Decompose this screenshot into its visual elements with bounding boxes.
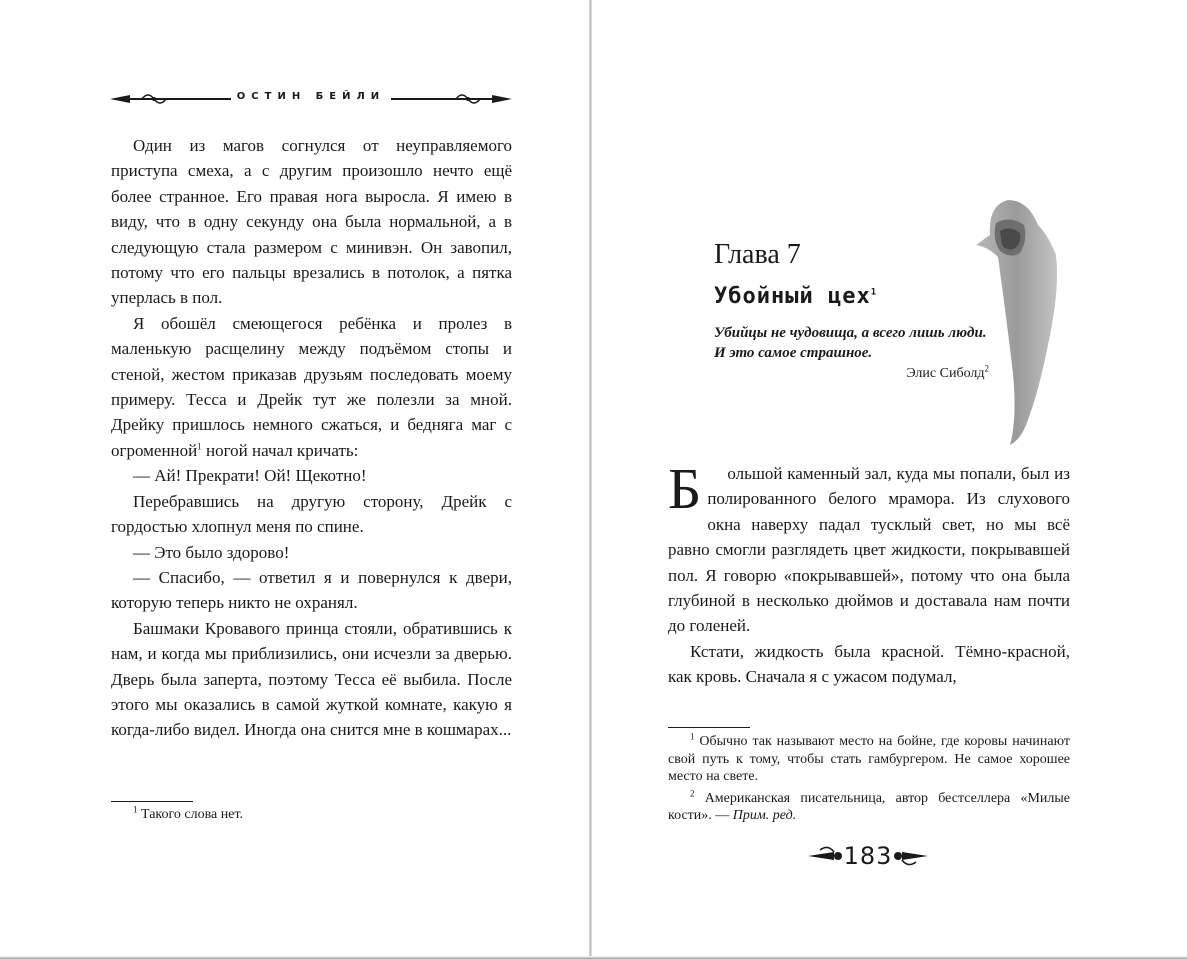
paragraph: — Это было здорово! bbox=[133, 542, 290, 562]
right-body-text bbox=[668, 456, 1070, 690]
drop-cap: Б bbox=[668, 456, 702, 521]
page-number-block bbox=[808, 840, 928, 872]
paragraph: — Ай! Прекрати! Ой! Щекотно! bbox=[133, 466, 367, 486]
paragraph: — Спасибо, — ответил я и повернулся к двери, которую теперь никто не охранял. bbox=[111, 567, 512, 613]
footnote: $^1$ Обычно так называют место на бойне, где коровы начинают свой путь к тому, чтобы стать гамбургером. Не самое хорошее место на свете. bbox=[668, 731, 1070, 784]
right-footnotes bbox=[668, 733, 1070, 829]
paragraph: Перебравшись на другую сторону, Дрейк с гордостью хлопнул меня по спине. bbox=[111, 491, 512, 537]
paragraph: Один из магов согнулся от неуправляемого приступа смеха, а с другим произошло нечто ещё более странное. Его правая нога выросла. Я имею в виду, что в одну секунду она была нормальной, а в следующую стала размером с минивэн. Он завопил, потому что его пальцы врезались в потолок, а пятка уперлась в пол. bbox=[111, 136, 512, 308]
footnote-rule bbox=[111, 801, 193, 802]
page-number: 183 bbox=[843, 842, 893, 870]
running-header-title: ОСТИН БЕЙЛИ bbox=[110, 91, 512, 102]
chapter-title: Убойный цех$^1$ bbox=[714, 284, 878, 309]
epigraph: Убийцы не чудовища, а всего лишь люди. И это самое страшное. bbox=[714, 325, 987, 361]
book-gutter bbox=[589, 0, 592, 959]
footnote: $^1$ Такого слова нет. bbox=[133, 804, 244, 822]
running-header bbox=[110, 88, 512, 110]
footnote-rule bbox=[668, 727, 750, 728]
epigraph-author: Элис Сиболд$^2$ bbox=[906, 363, 989, 381]
paragraph: Кстати, жидкость была красной. Тёмно-красной, как кровь. Сначала я с ужасом подумал, bbox=[668, 641, 1070, 687]
paragraph: Башмаки Кровавого принца стояли, обратившись к нам, и когда мы приблизились, они исчезли за дверью. Дверь была заперта, поэтому Тесса её выбила. После этого мы оказались в самой жуткой комнате, какую я когда-либо видел. Иногда она снится мне в кошмарах... bbox=[111, 618, 512, 740]
paragraph: Б ольшой каменный зал, куда мы попали, был из полированного белого мрамора. Из слухового окна наверху падал тусклый свет, но мы всё равно смогли разглядеть цвет жидкости, покрывавшей пол. Я говорю «покрывавшей», потому что она была глубиной в несколько дюймов и доставала нам почти до голеней. bbox=[668, 461, 1070, 639]
chapter-number: Глава 7 bbox=[714, 239, 801, 270]
left-footnotes bbox=[111, 806, 512, 828]
footnote-ref: 1 bbox=[197, 441, 202, 452]
footnote: $^2$ Американская писательница, автор бестселлера «Милые кости». — Прим. ред. bbox=[668, 787, 1070, 823]
paragraph: Я обошёл смеющегося ребёнка и пролез в маленькую расщелину между подъёмом стопы и стеной, жестом приказав друзьям последовать моему примеру. Тесса и Дрейк тут же полезли за мной. Дрейку пришлось немного сжаться, и бедняга маг с огроменной$^1$ ногой начал кричать: bbox=[111, 313, 512, 460]
left-body-text bbox=[111, 133, 512, 743]
